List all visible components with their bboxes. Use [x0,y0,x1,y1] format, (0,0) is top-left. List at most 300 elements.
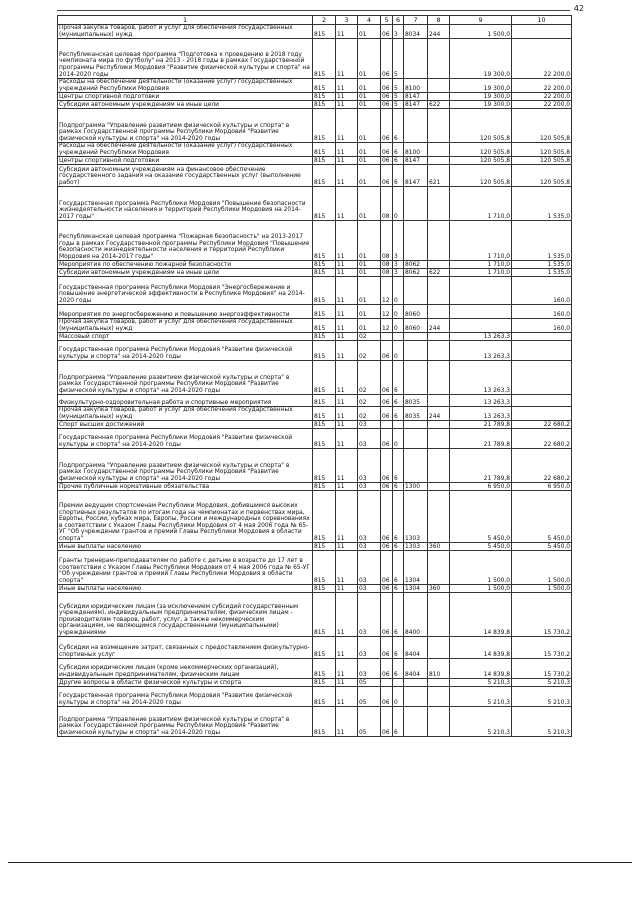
col-3-cell: 11 [336,39,358,79]
col-3-cell: 11 [336,421,358,429]
col-2-cell: 815 [313,593,336,637]
col-3-cell: 11 [336,187,358,221]
col-3-cell: 11 [336,429,358,449]
col-6-cell [393,333,404,341]
col-4-cell: 01 [358,101,381,109]
table-row [58,483,572,491]
row-name: Республиканская целевая программа "Подготовка к проведению в 2018 году чемпионата мира по футболу" на 2013 - 2018 годы в рамках Государственной программы Республики Мордовия "Развитие физической культуры и спорта" на 2014-2020 годы [58,39,313,79]
col-3-cell: 11 [336,687,358,707]
col-6-cell: 3 [393,261,404,269]
col-10-amount: 5 450,0 [512,491,572,543]
row-name: Другие вопросы в области физической культуры и спорта [58,679,313,687]
row-name: Мероприятия по энергосбережению и повышению энергоэффективности [58,305,313,319]
col-8-cell [428,395,450,407]
col-7-cell: 8035 [404,395,428,407]
col-10-amount: 120 505,8 [512,157,572,165]
col-2-cell: 815 [313,395,336,407]
col-9-amount: 21 789,8 [450,421,512,429]
col-2-cell: 815 [313,361,336,395]
col-2-cell: 815 [313,109,336,143]
col-10-amount: 1 500,0 [512,551,572,585]
col-4-cell: 01 [358,165,381,187]
row-name: Иные выплаты населению [58,585,313,593]
col-2-cell: 815 [313,79,336,93]
col-8-cell: 244 [428,25,450,39]
col-8-cell: 810 [428,659,450,679]
col-8-cell [428,39,450,79]
col-5-cell: 06 [381,637,393,659]
col-7-cell: 1304 [404,551,428,585]
col-8-cell [428,707,450,737]
col-9-amount: 6 950,0 [450,483,512,491]
col-5-cell: 06 [381,687,393,707]
col-8-cell [428,551,450,585]
col-7-cell [404,707,428,737]
row-name: Прочая закупка товаров, работ и услуг для обеспечения государственных (муниципальных) нужд [58,319,313,333]
col-10-amount: 15 730,2 [512,637,572,659]
row-name: Прочая закупка товаров, работ и услуг для обеспечения государственных (муниципальных) нужд [58,407,313,421]
col-9-amount [450,319,512,333]
col-8-cell: 622 [428,101,450,109]
col-4-cell: 02 [358,395,381,407]
col-4-cell: 05 [358,687,381,707]
col-9-amount: 1 500,0 [450,551,512,585]
col-5-cell: 06 [381,157,393,165]
header-row [58,16,572,25]
col-7-cell: 8100 [404,143,428,157]
col-3-cell: 11 [336,305,358,319]
table-row [58,305,572,319]
col-10-amount: 22 680,2 [512,429,572,449]
col-10-amount [512,341,572,361]
col-3-cell: 11 [336,143,358,157]
column-header: 4 [358,16,381,25]
col-3-cell: 11 [336,707,358,737]
col-10-amount: 120 505,8 [512,165,572,187]
col-8-cell [428,421,450,429]
col-5-cell: 06 [381,25,393,39]
col-5-cell: 06 [381,143,393,157]
column-header: 7 [404,16,428,25]
col-10-amount: 160,0 [512,319,572,333]
col-6-cell: 5 [393,93,404,101]
table-row [58,341,572,361]
col-3-cell: 11 [336,341,358,361]
col-10-amount: 22 680,2 [512,421,572,429]
col-5-cell: 06 [381,407,393,421]
col-9-amount: 5 450,0 [450,543,512,551]
col-2-cell: 815 [313,143,336,157]
col-5-cell: 06 [381,93,393,101]
col-8-cell [428,261,450,269]
col-6-cell: 6 [393,637,404,659]
col-4-cell: 01 [358,143,381,157]
col-3-cell: 11 [336,361,358,395]
col-9-amount: 21 789,8 [450,449,512,483]
row-name: Субсидии автономным учреждениям на финансовое обеспечение государственного задания на оказание государственных услуг (выполнение работ) [58,165,313,187]
table-row [58,109,572,143]
col-5-cell: 12 [381,319,393,333]
col-5-cell: 06 [381,449,393,483]
col-7-cell: 8060 [404,305,428,319]
col-6-cell: 5 [393,39,404,79]
col-10-amount: 15 730,2 [512,659,572,679]
col-6-cell: 0 [393,687,404,707]
col-4-cell: 02 [358,407,381,421]
col-6-cell: 0 [393,319,404,333]
col-10-amount: 1 535,0 [512,221,572,261]
col-6-cell: 6 [393,491,404,543]
col-7-cell [404,361,428,395]
col-3-cell: 11 [336,101,358,109]
col-9-amount: 1 710,0 [450,269,512,277]
col-6-cell: 5 [393,79,404,93]
col-4-cell: 03 [358,483,381,491]
col-9-amount: 5 450,0 [450,491,512,543]
col-9-amount: 1 710,0 [450,221,512,261]
col-5-cell: 12 [381,277,393,305]
row-name: Массовый спорт [58,333,313,341]
col-7-cell: 1300 [404,483,428,491]
col-5-cell: 06 [381,165,393,187]
col-4-cell: 01 [358,221,381,261]
col-6-cell: 6 [393,361,404,395]
col-9-amount: 13 263,3 [450,333,512,341]
col-2-cell: 815 [313,407,336,421]
col-8-cell [428,679,450,687]
col-5-cell: 06 [381,551,393,585]
table-row [58,659,572,679]
col-9-amount: 120 505,8 [450,109,512,143]
table-row [58,491,572,543]
col-6-cell: 0 [393,305,404,319]
col-8-cell: 244 [428,407,450,421]
row-name: Центры спортивной подготовки [58,157,313,165]
column-header: 5 [381,16,393,25]
col-9-amount [450,305,512,319]
col-7-cell [404,341,428,361]
col-5-cell: 06 [381,39,393,79]
table-row [58,637,572,659]
table-row [58,25,572,39]
col-7-cell: 1303 [404,491,428,543]
col-7-cell: 1303 [404,543,428,551]
table-row [58,361,572,395]
col-2-cell: 815 [313,637,336,659]
col-8-cell [428,341,450,361]
col-6-cell: 6 [393,109,404,143]
col-2-cell: 815 [313,25,336,39]
col-9-amount: 19 300,0 [450,39,512,79]
col-2-cell: 815 [313,269,336,277]
col-6-cell: 3 [393,269,404,277]
table-row [58,679,572,687]
col-7-cell: 8062 [404,261,428,269]
col-4-cell: 03 [358,429,381,449]
col-2-cell: 815 [313,543,336,551]
col-7-cell [404,687,428,707]
top-rule [57,10,570,11]
col-7-cell [404,429,428,449]
col-6-cell: 6 [393,585,404,593]
row-name: Субсидии юридическим лицам (кроме некоммерческих организаций), индивидуальным предпринимателям, физическим лицам [58,659,313,679]
table-row [58,429,572,449]
col-7-cell [404,333,428,341]
col-7-cell [404,109,428,143]
col-4-cell: 01 [358,277,381,305]
col-4-cell: 01 [358,269,381,277]
col-8-cell: 621 [428,165,450,187]
col-5-cell: 06 [381,491,393,543]
row-name: Подпрограмма "Управление развитием физической культуры и спорта" в рамках Государственной программы Республики Мордовия "Развитие физической культуры и спорта" на 2014-2020 годы [58,109,313,143]
col-3-cell: 11 [336,543,358,551]
col-10-amount [512,407,572,421]
page-number: 42 [573,4,584,13]
col-8-cell [428,305,450,319]
table-row [58,319,572,333]
col-3-cell: 11 [336,491,358,543]
col-4-cell: 03 [358,491,381,543]
table-row [58,421,572,429]
col-9-amount: 21 789,8 [450,429,512,449]
col-2-cell: 815 [313,221,336,261]
col-3-cell: 11 [336,319,358,333]
column-header: 8 [428,16,450,25]
bottom-rule [8,862,632,863]
col-9-amount: 19 300,0 [450,93,512,101]
col-2-cell: 815 [313,39,336,79]
col-9-amount: 120 505,8 [450,165,512,187]
table-body [58,25,572,737]
budget-table [57,15,572,737]
col-7-cell [404,187,428,221]
col-8-cell [428,687,450,707]
table-row [58,187,572,221]
row-name: Мероприятия по обеспечению пожарной безопасности [58,261,313,269]
col-8-cell [428,593,450,637]
col-5-cell: 06 [381,585,393,593]
col-2-cell: 815 [313,707,336,737]
row-name: Государственная программа Республики Мордовия "Развитие физической культуры и спорта" на 2014-2020 годы [58,341,313,361]
col-4-cell: 01 [358,157,381,165]
col-8-cell [428,79,450,93]
col-9-amount: 14 839,8 [450,637,512,659]
col-8-cell [428,483,450,491]
col-9-amount: 120 505,8 [450,157,512,165]
col-9-amount: 5 210,3 [450,707,512,737]
col-8-cell: 360 [428,585,450,593]
col-10-amount: 22 680,2 [512,449,572,483]
col-8-cell: 360 [428,543,450,551]
table-row [58,261,572,269]
col-8-cell [428,277,450,305]
col-9-amount: 13 263,3 [450,395,512,407]
row-name: Подпрограмма "Управление развитием физической культуры и спорта" в рамках Государственной программы Республики Мордовия "Развитие физической культуры и спорта" на 2014-2020 годы [58,449,313,483]
col-6-cell: 6 [393,483,404,491]
col-7-cell [404,39,428,79]
col-8-cell: 622 [428,269,450,277]
col-10-amount: 22 200,0 [512,93,572,101]
col-5-cell: 06 [381,593,393,637]
col-3-cell: 11 [336,157,358,165]
col-5-cell: 06 [381,707,393,737]
col-3-cell: 11 [336,551,358,585]
table-row [58,157,572,165]
col-6-cell: 3 [393,25,404,39]
row-name: Государственная программа Республики Мордовия "Развитие физической культуры и спорта" на 2014-2020 годы [58,429,313,449]
row-name: Государственная программа Республики Мордовия "Энергосбережение и повышение энергетической эффективности в Республике Мордовия" на 2014-2020 годы [58,277,313,305]
col-4-cell: 01 [358,79,381,93]
column-header: 2 [313,16,336,25]
col-10-amount: 5 450,0 [512,543,572,551]
col-10-amount: 15 730,2 [512,593,572,637]
col-5-cell: 06 [381,79,393,93]
row-name: Расходы на обеспечение деятельности (оказание услуг) государственных учреждений Республики Мордовия [58,143,313,157]
table-row [58,551,572,585]
table-row [58,39,572,79]
col-4-cell: 03 [358,593,381,637]
col-7-cell: 8400 [404,593,428,637]
col-6-cell: 6 [393,143,404,157]
col-7-cell [404,221,428,261]
col-9-amount [450,277,512,305]
col-10-amount: 22 200,0 [512,39,572,79]
col-7-cell: 8404 [404,637,428,659]
col-4-cell: 03 [358,449,381,483]
col-3-cell: 11 [336,407,358,421]
column-header: 9 [450,16,512,25]
col-10-amount: 1 535,0 [512,187,572,221]
col-5-cell: 08 [381,221,393,261]
col-3-cell: 11 [336,109,358,143]
table-row [58,707,572,737]
col-8-cell: 244 [428,319,450,333]
col-5-cell: 06 [381,659,393,679]
col-4-cell: 03 [358,543,381,551]
col-3-cell: 11 [336,277,358,305]
col-6-cell: 6 [393,407,404,421]
col-10-amount: 160,0 [512,277,572,305]
col-9-amount: 19 300,0 [450,79,512,93]
col-3-cell: 11 [336,261,358,269]
col-7-cell: 8147 [404,93,428,101]
col-7-cell: 8062 [404,269,428,277]
col-5-cell: 06 [381,101,393,109]
row-name: Расходы на обеспечение деятельности (оказание услуг) государственных учреждений Республики Мордовия [58,79,313,93]
col-2-cell: 815 [313,659,336,679]
col-7-cell: 8404 [404,659,428,679]
col-4-cell: 03 [358,659,381,679]
col-2-cell: 815 [313,157,336,165]
col-4-cell: 01 [358,261,381,269]
column-header: 6 [393,16,404,25]
table-row [58,277,572,305]
col-3-cell: 11 [336,679,358,687]
col-2-cell: 815 [313,165,336,187]
col-5-cell: 06 [381,483,393,491]
table-row [58,593,572,637]
row-name: Субсидии на возмещение затрат, связанных с предоставлением физкультурно-спортивных услуг [58,637,313,659]
col-6-cell [393,679,404,687]
table-row [58,165,572,187]
col-3-cell: 11 [336,269,358,277]
col-8-cell [428,221,450,261]
col-2-cell: 815 [313,341,336,361]
row-name: Субсидии автономным учреждениям на иные цели [58,269,313,277]
table-row [58,395,572,407]
col-7-cell: 8060 [404,319,428,333]
col-2-cell: 815 [313,429,336,449]
col-3-cell: 11 [336,93,358,101]
col-4-cell: 03 [358,585,381,593]
col-8-cell [428,333,450,341]
col-8-cell [428,157,450,165]
col-5-cell [381,333,393,341]
col-2-cell: 815 [313,687,336,707]
row-name: Центры спортивной подготовки [58,93,313,101]
col-10-amount: 5 210,3 [512,679,572,687]
col-6-cell: 6 [393,593,404,637]
col-9-amount: 1 500,0 [450,25,512,39]
col-6-cell: 0 [393,187,404,221]
col-4-cell: 02 [358,361,381,395]
col-5-cell: 08 [381,269,393,277]
table-row [58,93,572,101]
col-8-cell [428,449,450,483]
col-8-cell [428,361,450,395]
col-8-cell [428,637,450,659]
col-8-cell [428,143,450,157]
col-7-cell: 8147 [404,165,428,187]
col-4-cell: 02 [358,341,381,361]
col-3-cell: 11 [336,449,358,483]
col-4-cell: 01 [358,39,381,79]
row-name: Подпрограмма "Управление развитием физической культуры и спорта" в рамках Государственной программы Республики Мордовия "Развитие физической культуры и спорта" на 2014-2020 годы [58,361,313,395]
col-7-cell: 8034 [404,25,428,39]
col-10-amount: 1 535,0 [512,261,572,269]
row-name: Государственная программа Республики Мордовия "Повышение безопасности жизнедеятельности населения и территорий Республики Мордовия на 2014-2017 годы" [58,187,313,221]
col-5-cell [381,421,393,429]
col-2-cell: 815 [313,93,336,101]
col-10-amount [512,25,572,39]
col-6-cell: 6 [393,659,404,679]
table-row [58,269,572,277]
col-10-amount: 6 950,0 [512,483,572,491]
col-2-cell: 815 [313,551,336,585]
col-4-cell: 03 [358,551,381,585]
col-9-amount: 5 210,3 [450,679,512,687]
row-name: Прочие публичные нормативные обязательства [58,483,313,491]
col-6-cell: 6 [393,165,404,187]
col-3-cell: 11 [336,637,358,659]
col-2-cell: 815 [313,421,336,429]
col-9-amount: 1 500,0 [450,585,512,593]
col-2-cell: 815 [313,319,336,333]
col-10-amount [512,395,572,407]
col-4-cell: 05 [358,679,381,687]
col-5-cell: 08 [381,261,393,269]
col-10-amount: 5 210,3 [512,687,572,707]
col-7-cell: 1304 [404,585,428,593]
col-10-amount: 22 200,0 [512,79,572,93]
col-4-cell: 01 [358,25,381,39]
col-6-cell: 0 [393,341,404,361]
col-6-cell: 6 [393,707,404,737]
table-row [58,687,572,707]
col-6-cell: 6 [393,543,404,551]
row-name: Республиканская целевая программа "Пожарная безопасность" на 2013-2017 годы в рамках Государственной программы Республики Мордовия "Повышение безопасности жизнедеятельности населения и территорий Республики Мордовия на 2014-2017 годы" [58,221,313,261]
col-7-cell [404,679,428,687]
